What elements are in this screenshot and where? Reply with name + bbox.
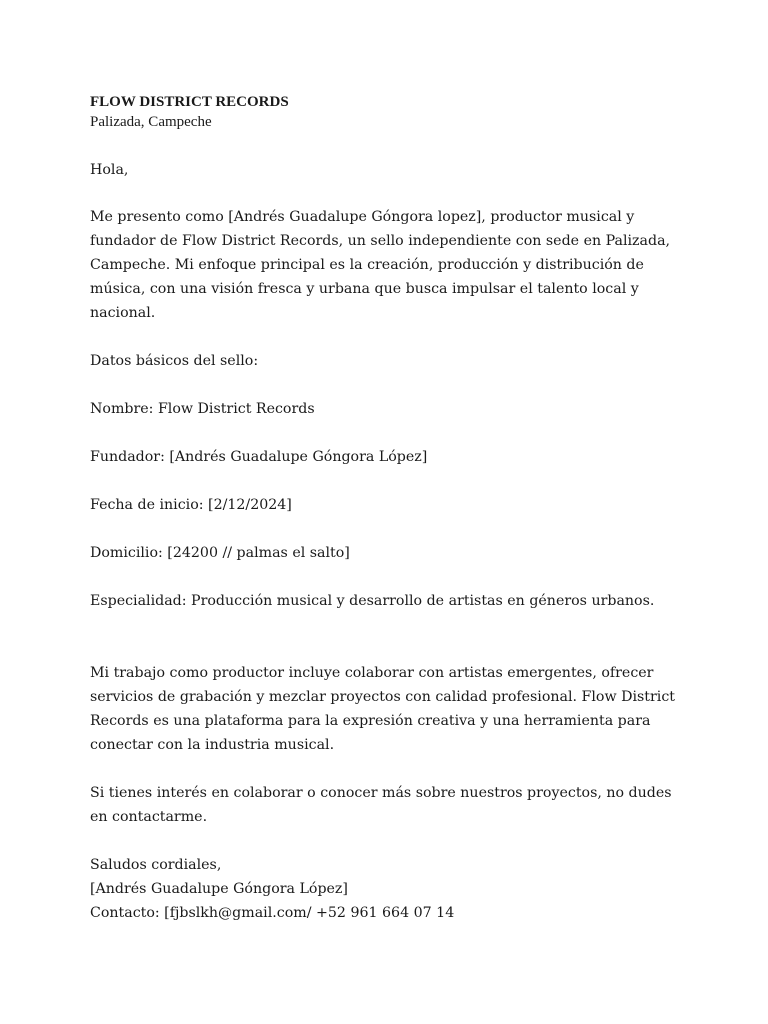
detail-start-date: Fecha de inicio: [2/12/2024] — [90, 497, 292, 513]
label-name: FLOW DISTRICT RECORDS — [90, 94, 289, 110]
invitation-paragraph: Si tienes interés en colaborar o conocer más sobre nuestros proyectos, no dudes en contactarme. — [90, 785, 672, 825]
details-heading: Datos básicos del sello: — [90, 353, 259, 369]
detail-address: Domicilio: [24200 // palmas el salto] — [90, 545, 350, 561]
letter-page — [90, 92, 690, 925]
label-location: Palizada, Campeche — [90, 114, 212, 130]
contact-line: Contacto: [fjbslkh@gmail.com/ +52 961 664 07 14 — [90, 905, 455, 921]
detail-founder: Fundador: [Andrés Guadalupe Góngora López] — [90, 449, 428, 465]
greeting: Hola, — [90, 162, 129, 178]
intro-paragraph: Me presento como [Andrés Guadalupe Góngora lopez], productor musical y fundador de Flow District Records, un sello independiente con sede en Palizada, Campeche. Mi enfoque principal es la creación, producción y distribución de música, con una visión fresca y urbana que busca impulsar el talento local y nacional. — [90, 209, 671, 321]
closing-salutation: Saludos cordiales, — [90, 857, 222, 873]
work-paragraph: Mi trabajo como productor incluye colaborar con artistas emergentes, ofrecer servicios de grabación y mezclar proyectos con calidad profesional. Flow District Records es una plataforma para la expresión creativa y una herramienta para conectar con la industria musical. — [90, 665, 675, 753]
signature-name: [Andrés Guadalupe Góngora López] — [90, 881, 348, 897]
detail-specialty: Especialidad: Producción musical y desarrollo de artistas en géneros urbanos. — [90, 593, 655, 609]
detail-name: Nombre: Flow District Records — [90, 401, 315, 417]
closing-block — [90, 853, 690, 925]
